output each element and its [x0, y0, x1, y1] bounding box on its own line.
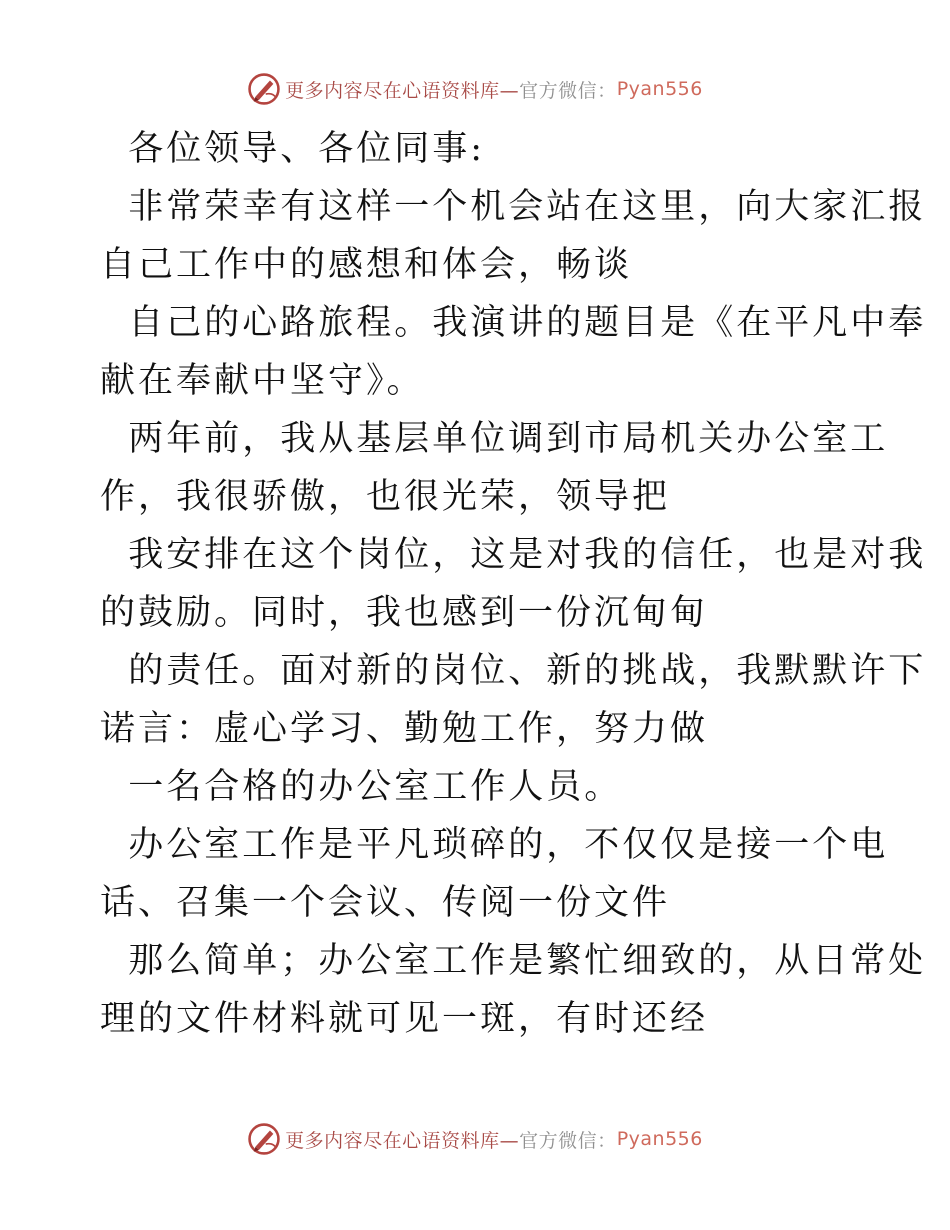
- body-line: 一名合格的办公室工作人员。: [100, 767, 623, 807]
- body-line: 我安排在这个岗位，这是对我的信任，也是对我: [100, 535, 927, 575]
- body-line: 自己的心路旅程。我演讲的题目是《在平凡中奉: [100, 303, 927, 343]
- pen-logo-icon: [247, 72, 281, 106]
- body-line: 各位领导、各位同事:: [100, 129, 486, 169]
- body-line: 那么简单；办公室工作是繁忙细致的，从日常处: [100, 941, 927, 981]
- body-line: 两年前，我从基层单位调到市局机关办公室工: [100, 419, 889, 459]
- banner-wechat-id: Pyan556: [616, 78, 703, 100]
- footer-banner: [0, 1122, 950, 1156]
- body-line: 办公室工作是平凡琐碎的，不仅仅是接一个电: [100, 825, 889, 865]
- body-line: 自己工作中的感想和体会，畅谈: [100, 245, 633, 285]
- pen-logo-icon: [247, 1122, 281, 1156]
- banner-text: 更多内容尽在心语资料库—: [285, 1129, 520, 1152]
- banner-wechat-id: Pyan556: [616, 1128, 703, 1150]
- banner-wechat-label: 官方微信：: [519, 79, 617, 102]
- body-line: 的鼓励。同时，我也感到一份沉甸甸: [100, 593, 709, 633]
- body-line: 作，我很骄傲，也很光荣，领导把: [100, 477, 671, 517]
- banner-text: 更多内容尽在心语资料库—: [285, 79, 520, 102]
- body-line: 非常荣幸有这样一个机会站在这里，向大家汇报: [100, 187, 927, 227]
- body-line: 话、召集一个会议、传阅一份文件: [100, 883, 671, 923]
- body-line: 献在奉献中坚守》。: [100, 361, 425, 401]
- body-line: 的责任。面对新的岗位、新的挑战，我默默许下: [100, 651, 927, 691]
- banner-wechat-label: 官方微信：: [519, 1129, 617, 1152]
- body-line: 理的文件材料就可见一斑，有时还经: [100, 999, 709, 1039]
- speech-body: [100, 120, 927, 1048]
- body-line: 诺言：虚心学习、勤勉工作，努力做: [100, 709, 709, 749]
- header-banner: [0, 72, 950, 106]
